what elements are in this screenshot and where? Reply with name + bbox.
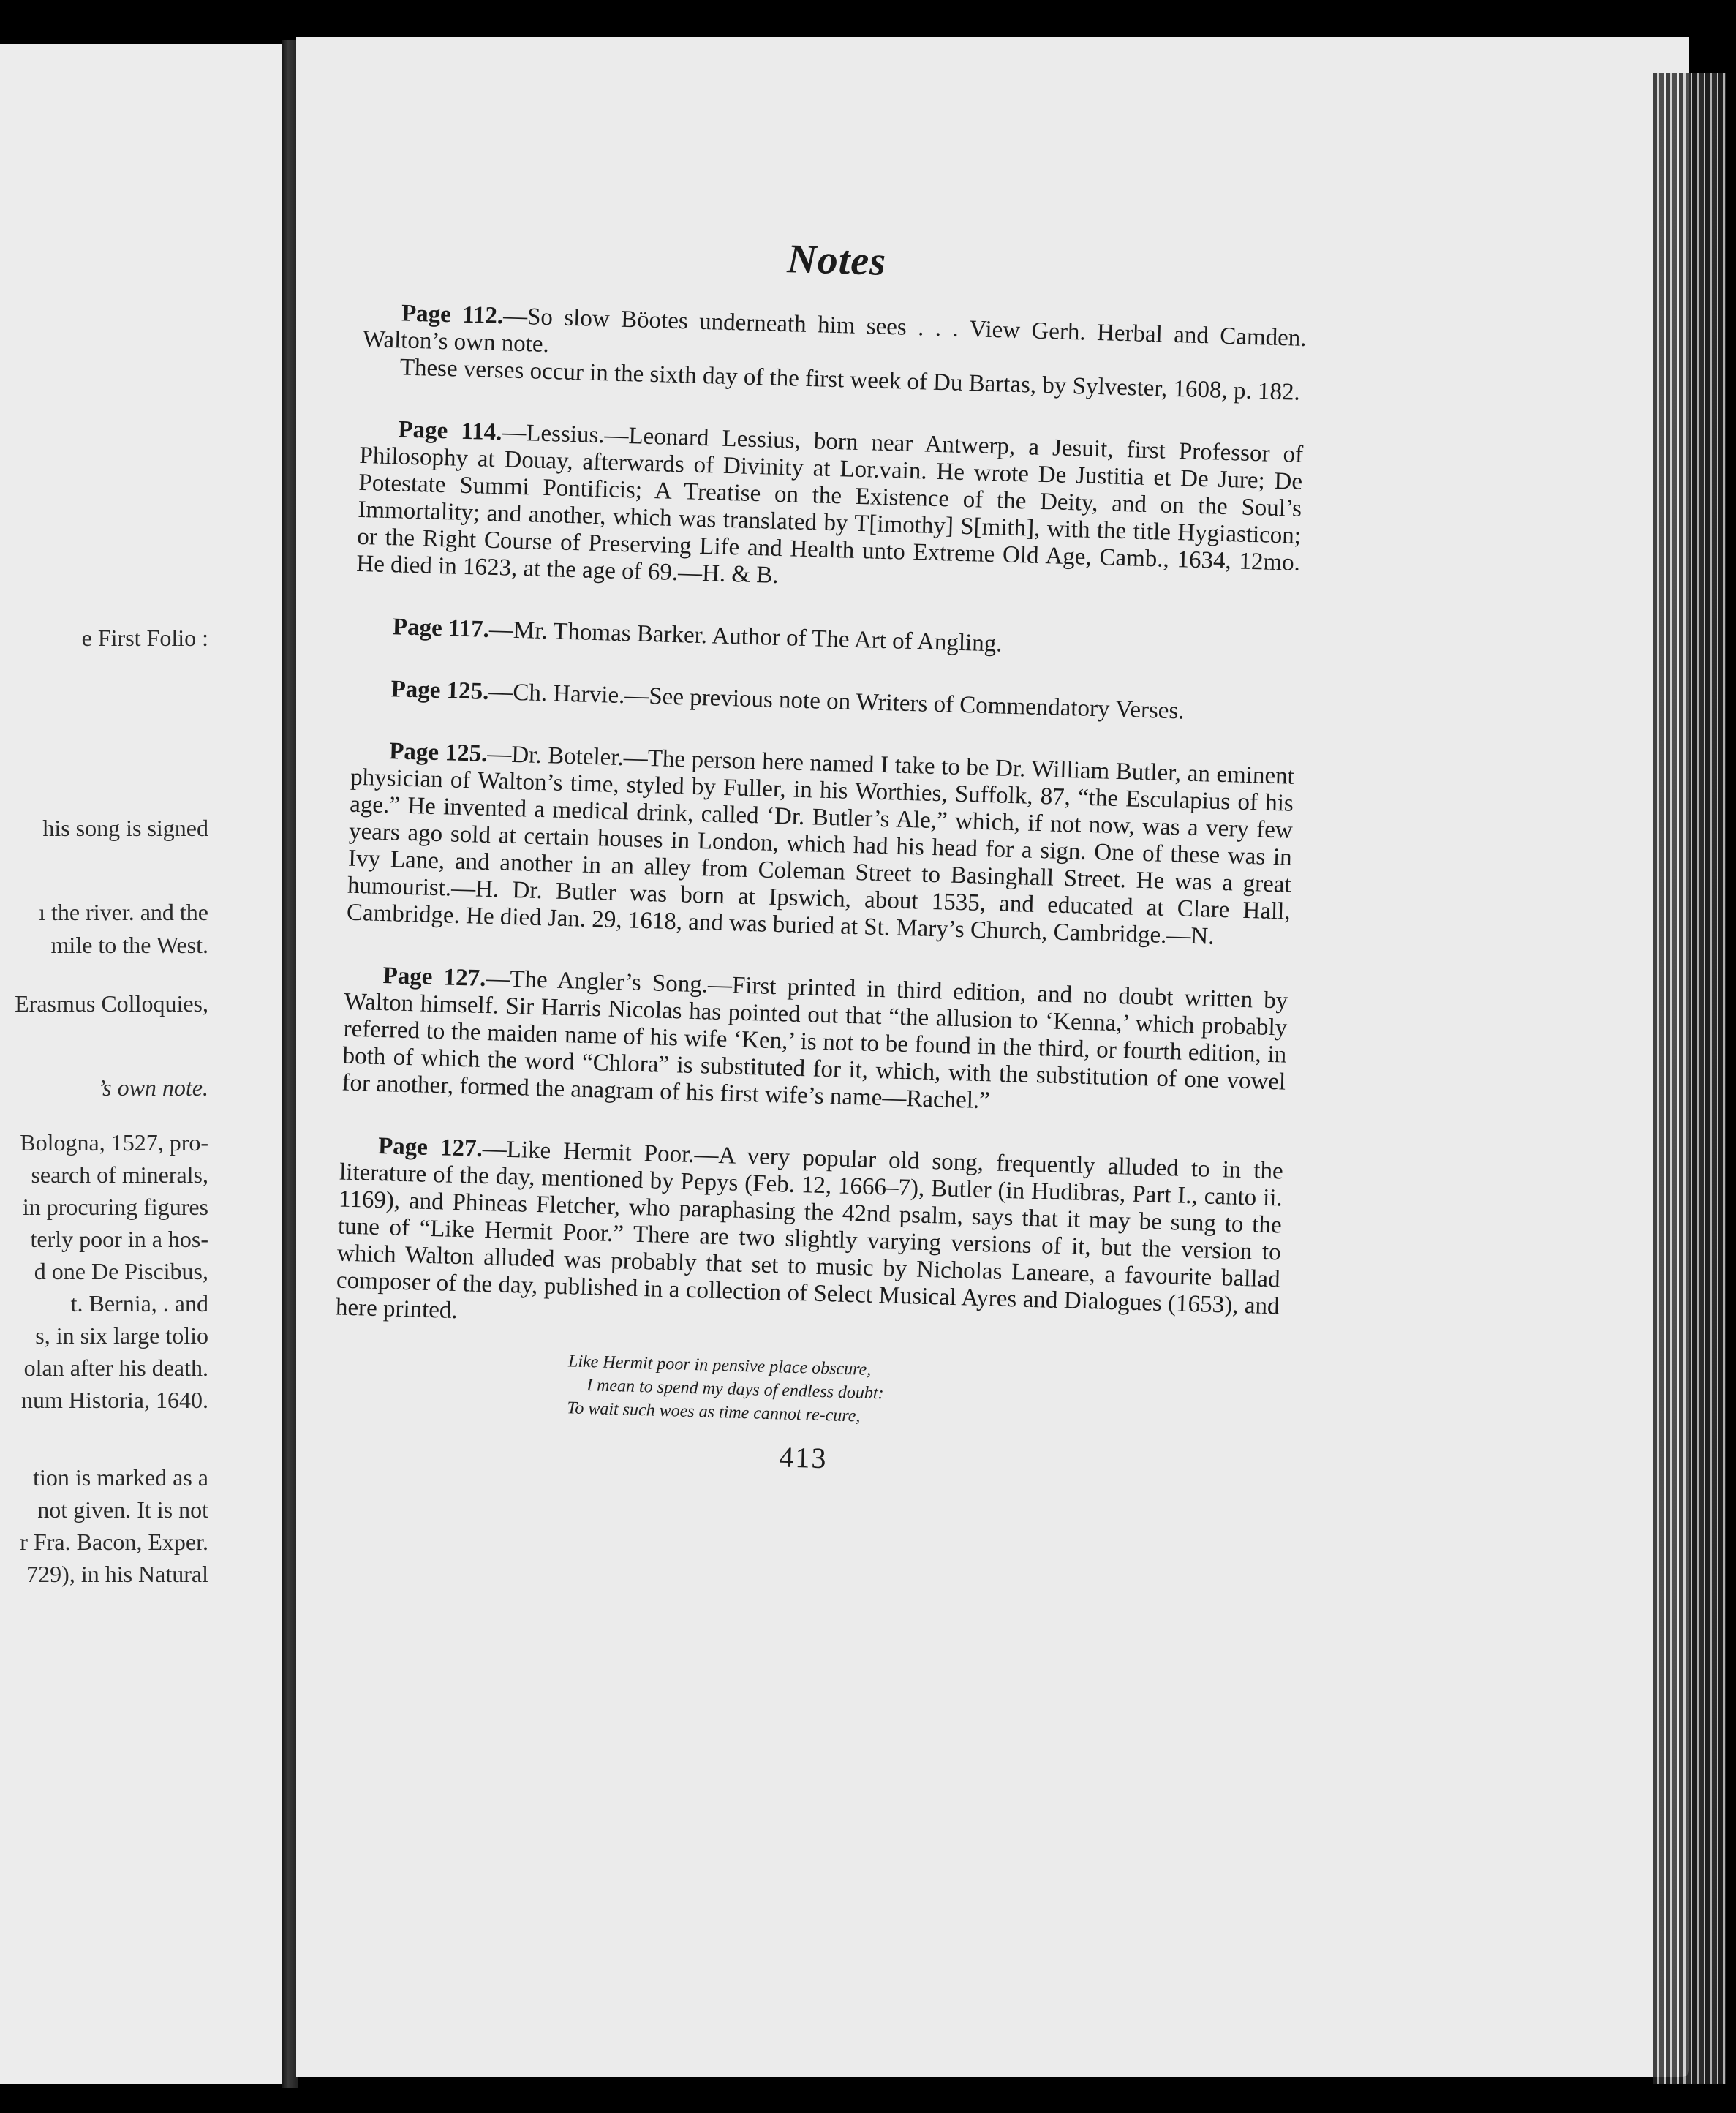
note-page-125-boteler bbox=[347, 737, 1295, 953]
note-page-127-anglers-song bbox=[341, 962, 1288, 1123]
left-page-line: olan after his death. bbox=[23, 1355, 208, 1381]
left-page bbox=[0, 44, 284, 2084]
left-page-line: Erasmus Colloquies, bbox=[15, 990, 208, 1017]
note-page-125-harvie bbox=[352, 675, 1297, 728]
note-ref: Page 127. bbox=[377, 1132, 483, 1162]
note-ref: Page 117. bbox=[392, 614, 490, 643]
verse-line: I mean to spend my days of endless doubt: bbox=[586, 1376, 884, 1404]
page-number: 413 bbox=[778, 1440, 829, 1475]
note-page-112 bbox=[361, 299, 1307, 407]
left-page-line: Bologna, 1527, pro- bbox=[20, 1129, 208, 1156]
left-page-line: terly poor in a hos- bbox=[30, 1226, 208, 1252]
note-text: —So slow Böotes underneath him sees . . . View Gerh. Herbal and Camden. Walton’s own note. bbox=[362, 303, 1307, 358]
left-page-line: r Fra. Bacon, Exper. bbox=[20, 1529, 208, 1555]
note-text: —Lessius.—Leonard Lessius, born near Antwerp, a Jesuit, first Professor of Philosophy at Douay, afterwards of Divinity at Lor.vain. He wrote De Justitia et De Jure; De Potestate Summi Pontificis; A Treatise on the Existence of the Deity, and on the Soul’s Immortality; and another, which was translated by T[imothy] S[mith], with the title Hygiasticon; or the Right Course of Preserving Life and Health unto Extreme Old Age, Camb., 1634, 12mo. He died in 1623, at the age of 69.—H. & B. bbox=[355, 419, 1304, 589]
left-page-line: in procuring figures bbox=[22, 1194, 208, 1220]
left-page-line: mile to the West. bbox=[50, 932, 208, 958]
left-page-line: search of minerals, bbox=[31, 1161, 208, 1188]
note-text: —Like Hermit Poor.—A very popular old song, frequently alluded to in the literature of the day, mentioned by Pepys (Feb. 12, 1666–7), Butler (in Hudibras, Part I., canto ii. 1169), and Phineas Fletcher, who paraphasing the 42nd psalm, says that it may be sung to the tune of “Like Hermit Poor.” There are two slightly varying versions of it, but the version to which Walton alluded was probably that set to music by Nicholas Laneare, a favourite ballad composer of the day, published in a collection of Select Musical Ayres and Dialogues (1653), and here printed. bbox=[335, 1135, 1284, 1325]
note-page-117 bbox=[355, 613, 1299, 666]
left-page-line: s, in six large tolio bbox=[35, 1322, 208, 1349]
note-text: These verses occur in the sixth day of the first week of Du Bartas, by Sylvester, 1608, p. 182. bbox=[399, 354, 1301, 406]
left-page-line: not given. It is not bbox=[37, 1496, 208, 1523]
page-title: Notes bbox=[786, 236, 887, 285]
left-page-line: ’s own note. bbox=[97, 1074, 208, 1101]
note-ref: Page 125. bbox=[390, 676, 489, 705]
page-edges bbox=[1653, 73, 1726, 2084]
note-text: —Ch. Harvie.—See previous note on Writers of Commendatory Verses. bbox=[488, 678, 1185, 725]
left-page-line: 729), in his Natural bbox=[26, 1561, 208, 1587]
left-page-line: his song is signed bbox=[42, 815, 208, 841]
note-page-127-hermit bbox=[335, 1132, 1283, 1348]
note-ref: Page 127. bbox=[382, 963, 486, 992]
left-page-line: d one De Piscibus, bbox=[34, 1258, 208, 1284]
note-page-114 bbox=[356, 415, 1304, 604]
verse-block bbox=[567, 1349, 1278, 1439]
note-ref: Page 114. bbox=[398, 416, 502, 446]
note-text: —Dr. Boteler.—The person here named I take to be Dr. William Butler, an eminent physician of Walton’s time, styled by Fuller, in his Worthies, Suffolk, 87, “the Esculapius of his age.” He invented a medical drink, called ‘Dr. Butler’s Ale,” which, if not now, was a very few years ago sold at certain houses in London, which had his head for a sign. One of these was in Ivy Lane, and another in an alley from Coleman Street to Basinghall Street. He was a great humourist.—H. Dr. Butler was born at Ipswich, about 1535, and educated at Clare Hall, Cambridge. He died Jan. 29, 1618, and was buried at St. Mary’s Church, Cambridge.—N. bbox=[346, 740, 1295, 950]
note-text: —Mr. Thomas Barker. Author of The Art of Angling. bbox=[488, 616, 1003, 658]
left-page-line: ı the river. and the bbox=[39, 899, 208, 925]
notes-content bbox=[331, 234, 1308, 1484]
left-page-line: e First Folio : bbox=[81, 625, 208, 651]
left-page-line: t. Bernia, . and bbox=[70, 1290, 208, 1317]
note-ref: Page 112. bbox=[401, 300, 504, 330]
left-page-line: num Historia, 1640. bbox=[21, 1387, 208, 1413]
verse-line: Like Hermit poor in pensive place obscure, bbox=[567, 1352, 872, 1379]
note-text: —The Angler’s Song.—First printed in third edition, and no doubt written by Walton himself. Sir Harris Nicolas has pointed out that “the allusion to ‘Kenna,’ which probably referred to the maiden name of his wife ‘Ken,’ is not to be found in the third, or fourth edition, in both of which the word “Chlora” is substituted for it, which, with the substitution of one vowel for another, formed the anagram of his first wife’s name—Rachel.” bbox=[341, 965, 1288, 1115]
left-page-line: tion is marked as a bbox=[33, 1464, 208, 1491]
verse-line: To wait such woes as time cannot re-cure, bbox=[566, 1398, 861, 1426]
note-ref: Page 125. bbox=[388, 738, 488, 767]
book-gutter bbox=[282, 40, 298, 2088]
